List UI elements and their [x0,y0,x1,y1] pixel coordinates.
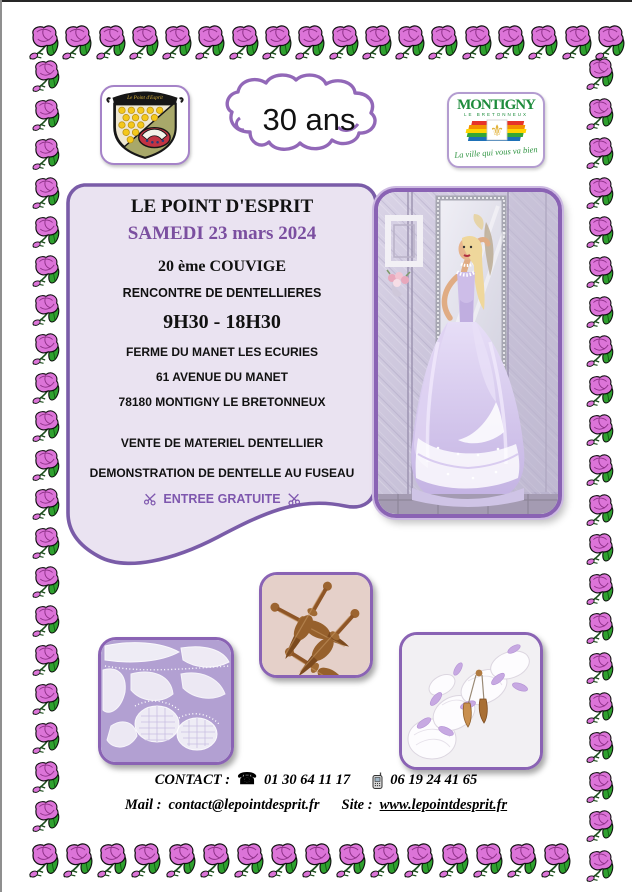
rose-icon [24,177,68,213]
rose-icon [472,840,504,885]
lace-closeup-photo [98,637,234,765]
rose-icon [335,840,367,885]
email-address[interactable]: contact@lepointdesprit.fr [168,797,320,813]
contact-label: CONTACT : [154,772,231,788]
rose-icon [394,22,426,67]
rose-icon [24,255,68,291]
scissors-icon [287,492,301,506]
rose-icon [261,22,293,67]
rose-icon [578,692,622,728]
montigny-name: MONTIGNY [457,97,535,113]
rose-icon [199,840,231,885]
contact-phone-2: 06 19 24 41 65 [390,772,478,788]
rose-icon [578,216,622,252]
rose-icon [24,644,68,680]
site-label: Site : [341,797,373,813]
montigny-logo [447,92,545,168]
rose-icon [194,22,226,67]
mobile-phone-icon [372,772,383,789]
lace-flowers-photo [399,632,543,770]
anniversary-cloud [218,72,400,172]
rose-icon [24,333,68,369]
rose-icon [24,566,68,602]
rose-icon [24,138,68,174]
montigny-tagline: La ville qui vous va bien [454,144,538,160]
rose-icon [24,605,68,641]
rose-icon [494,22,526,67]
event-title: LE POINT D'ESPRIT [130,196,314,217]
rose-icon [578,177,622,213]
rose-icon [24,722,68,758]
rose-icon [328,22,360,67]
event-activity-2: DEMONSTRATION DE DENTELLE AU FUSEAU [89,466,355,480]
telephone-icon: ☎ [237,771,258,788]
rose-icon [578,612,622,648]
contact-web-line [66,793,566,817]
rose-icon [578,454,622,490]
rose-icon [578,375,622,411]
event-address: 61 AVENUE DU MANET [155,370,289,384]
association-crest-logo [100,85,190,165]
rose-icon [96,840,128,885]
mail-label: Mail : [124,797,162,813]
rose-icon [578,58,622,94]
event-subtitle: RENCONTRE DE DENTELLIERES [122,286,322,300]
contact-phones-line [66,768,566,792]
rose-icon [28,840,60,885]
event-venue: FERME DU MANET LES ECURIES [125,345,318,359]
rose-border-right [578,58,626,886]
rose-icon [228,22,260,67]
rose-icon [427,22,459,67]
rose-icon [578,850,622,886]
website-link[interactable]: www.lepointdesprit.fr [379,797,508,813]
rose-icon [24,372,68,408]
rose-border-bottom [28,840,572,888]
rose-icon [578,573,622,609]
montigny-subname: LE BRETONNEUX [464,112,528,117]
rose-icon [578,98,622,134]
event-activity-1: VENTE DE MATERIEL DENTELLIER [120,436,324,450]
lace-bobbins-photo [259,572,373,678]
rose-icon [578,652,622,688]
rose-icon [24,761,68,797]
rose-icon [24,800,68,836]
event-city: 78180 MONTIGNY LE BRETONNEUX [118,395,326,409]
admission-label: ENTREE GRATUITE [163,492,281,506]
rose-icon [578,494,622,530]
event-hours: 9H30 - 18H30 [163,311,281,333]
rose-icon [233,840,265,885]
rose-icon [527,22,559,67]
rose-icon [95,22,127,67]
admission-line [80,492,364,506]
rose-icon [578,414,622,450]
rose-icon [24,410,68,446]
page-left-edge [0,0,2,892]
rose-icon [578,256,622,292]
contact-block [66,768,566,817]
rose-icon [578,137,622,173]
rose-icon [461,22,493,67]
event-edition: 20 ème COUVIGE [158,258,286,275]
event-date: SAMEDI 23 mars 2024 [127,223,317,244]
fleur-de-lis-icon: ⚜ [489,123,505,140]
rose-icon [578,296,622,332]
rose-border-top [28,22,626,70]
rose-icon [578,533,622,569]
scissors-icon [143,492,157,506]
rose-icon [24,527,68,563]
contact-phone-1: 01 30 64 11 17 [264,772,351,788]
rose-icon [369,840,401,885]
rose-icon [24,488,68,524]
rose-icon [578,335,622,371]
rose-icon [128,22,160,67]
montigny-rainbow-emblem [451,117,541,143]
rose-icon [130,840,162,885]
rose-icon [301,840,333,885]
rose-icon [361,22,393,67]
rose-icon [24,216,68,252]
rose-icon [578,731,622,767]
rose-icon [578,810,622,846]
page-top-edge [0,0,632,2]
anniversary-label: 30 ans [262,102,356,137]
rose-icon [438,840,470,885]
rose-icon [540,840,572,885]
rose-icon [24,683,68,719]
rose-icon [294,22,326,67]
rose-icon [24,99,68,135]
rose-icon [267,840,299,885]
rose-icon [62,840,94,885]
rose-icon [161,22,193,67]
rose-icon [403,840,435,885]
crest-text: Le Point d'Esprit [127,94,163,101]
rose-icon [24,449,68,485]
rose-icon [578,771,622,807]
rose-border-left [24,60,72,836]
event-details [80,196,364,506]
rose-icon [24,60,68,96]
doll-in-lavender-gown-photo [374,188,562,518]
rose-icon [506,840,538,885]
rose-icon [165,840,197,885]
rose-icon [24,294,68,330]
